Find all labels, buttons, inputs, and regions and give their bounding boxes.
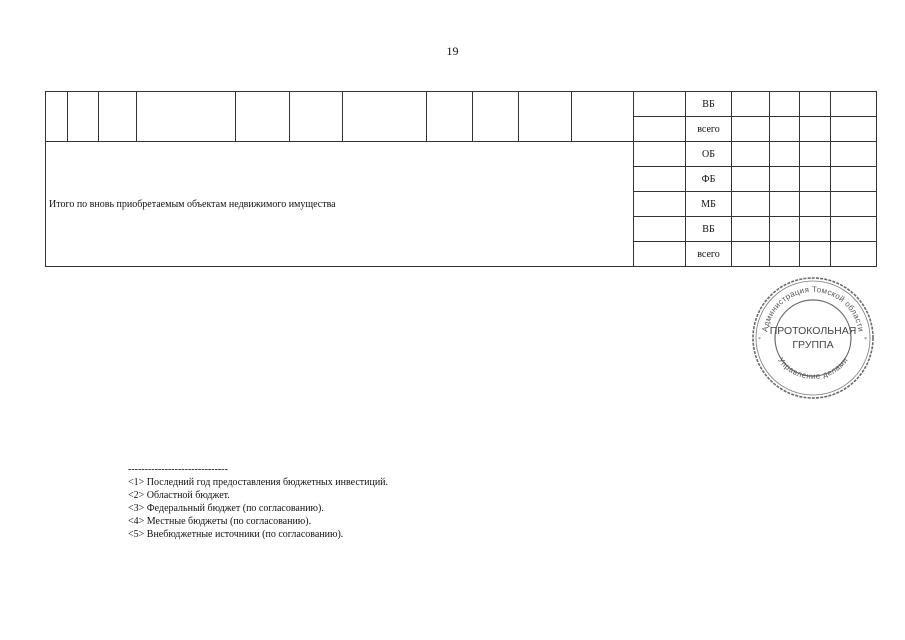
budget-table <box>45 91 877 267</box>
footnotes <box>128 463 388 541</box>
funding-source-cell: МБ <box>686 192 732 217</box>
funding-source-cell: ФБ <box>686 167 732 192</box>
stamp-center-line1: ПРОТОКОЛЬНАЯ <box>769 325 857 337</box>
footnote-item: <2> Областной бюджет. <box>128 490 230 501</box>
footnote-item: <5> Внебюджетные источники (по согласованию). <box>128 529 344 540</box>
funding-source-cell: ВБ <box>686 92 732 117</box>
stamp-arc-bottom: Управление делами <box>776 355 850 381</box>
footnote-separator: ------------------------------ <box>128 464 228 475</box>
funding-source-cell: всего <box>686 117 732 142</box>
page-number: 19 <box>446 44 459 58</box>
funding-source-cell: ОБ <box>686 142 732 167</box>
star-icon: * <box>864 337 867 343</box>
footnote-item: <3> Федеральный бюджет (по согласованию). <box>128 503 324 514</box>
table-row <box>46 142 877 167</box>
svg-text:Управление делами <box>776 356 850 381</box>
funding-source-cell: всего <box>686 242 732 267</box>
table-row <box>46 92 877 117</box>
star-icon: * <box>758 337 761 343</box>
protocol-stamp <box>750 275 876 401</box>
stamp-arc-top: Администрация Томской области <box>760 284 866 333</box>
footnote-item: <1> Последний год предоставления бюджетных инвестиций. <box>128 477 389 488</box>
funding-source-cell: ВБ <box>686 217 732 242</box>
stamp-center-line2: ГРУППА <box>792 339 834 351</box>
footnote-item: <4> Местные бюджеты (по согласованию). <box>128 516 312 527</box>
total-label: Итого по вновь приобретаемым объектам недвижимого имущества <box>46 142 634 267</box>
